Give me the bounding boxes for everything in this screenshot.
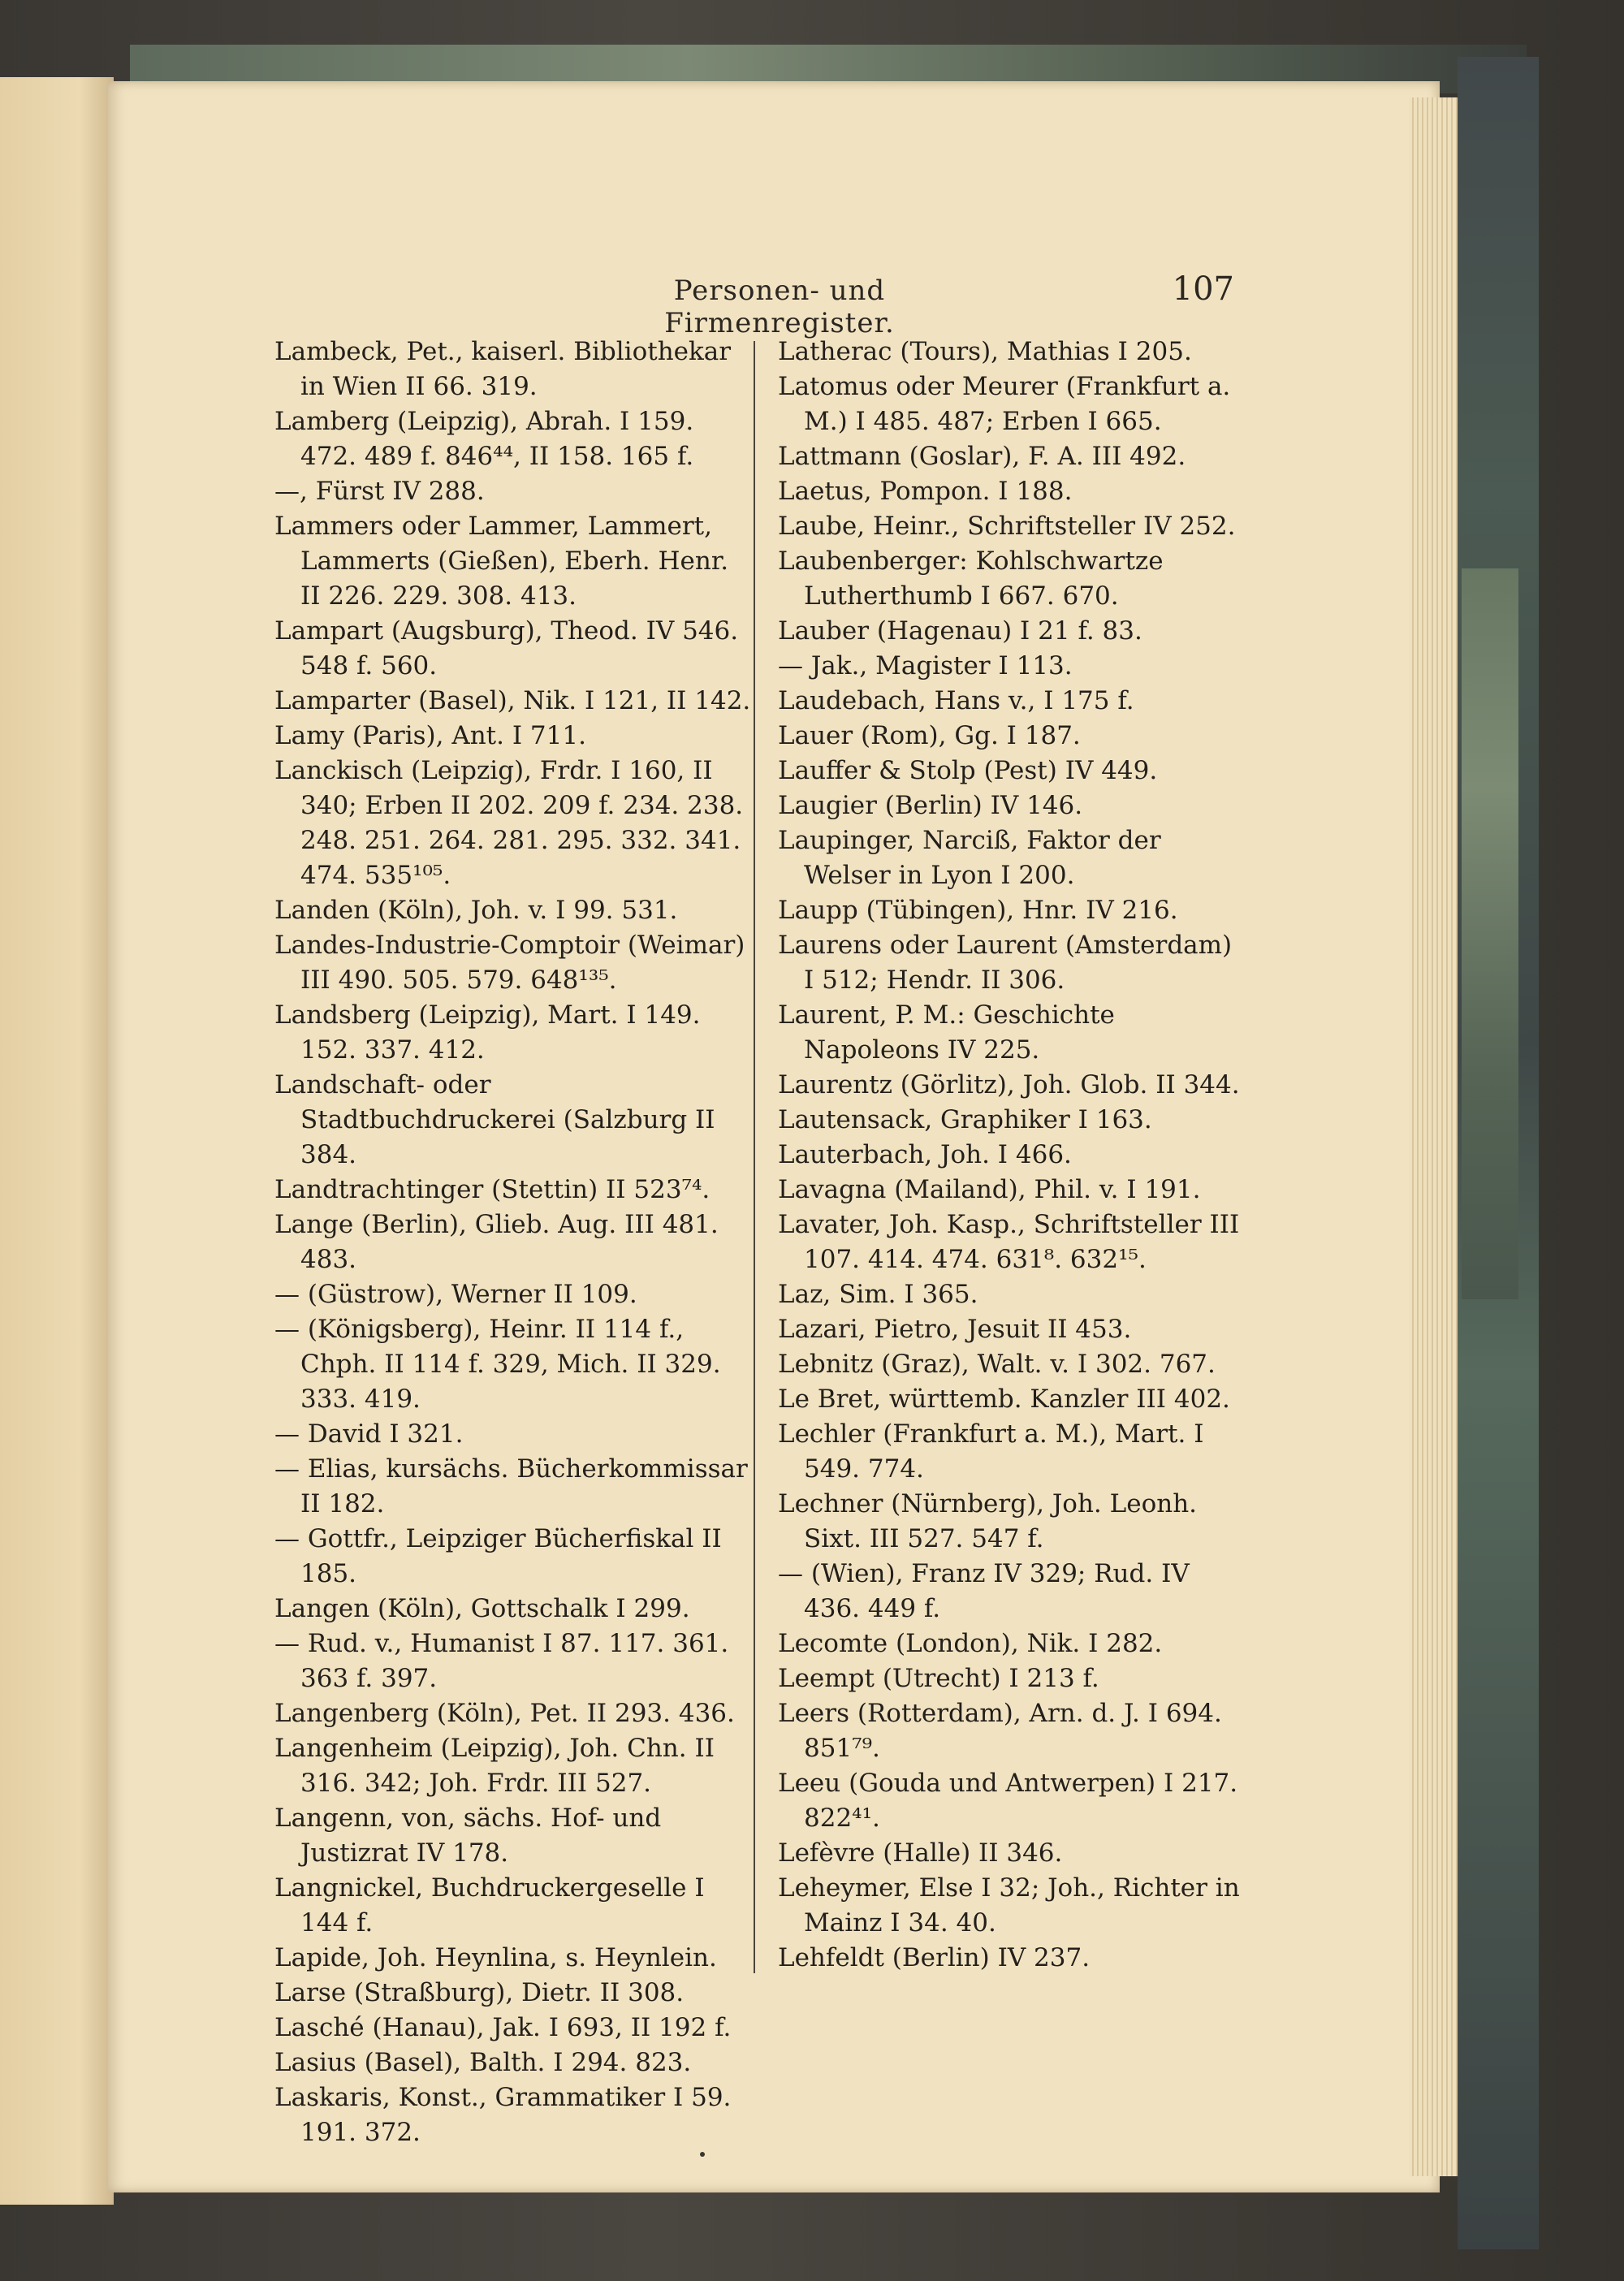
register-entry: Latomus oder Meurer (Frankfurt a. M.) I 485. 487; Erben I 665. <box>778 372 1231 436</box>
register-entry: Laube, Heinr., Schriftsteller IV 252. <box>778 512 1236 541</box>
register-entry: Landen (Köln), Joh. v. I 99. 531. <box>274 896 678 925</box>
register-entry: Laskaris, Konst., Grammatiker I 59. 191. 372. <box>274 2083 732 2147</box>
register-entry: Lavater, Joh. Kasp., Schriftsteller III 107. 414. 474. 631⁸. 632¹⁵. <box>778 1210 1240 1274</box>
register-entry: Laugier (Berlin) IV 146. <box>778 791 1083 820</box>
page-edges <box>1409 97 1458 2176</box>
register-entry: Leeu (Gouda und Antwerpen) I 217. 822⁴¹. <box>778 1769 1238 1833</box>
register-entry: Lefèvre (Halle) II 346. <box>778 1838 1063 1868</box>
register-entry: Laupinger, Narciß, Faktor der Welser in Lyon I 200. <box>778 826 1161 890</box>
register-entry: Laurentz (Görlitz), Joh. Glob. II 344. <box>778 1070 1240 1099</box>
register-entry: Landtrachtinger (Stettin) II 523⁷⁴. <box>274 1175 710 1204</box>
register-entry: Langenn, von, sächs. Hof- und Justizrat IV 178. <box>274 1804 662 1868</box>
register-entry: Lamy (Paris), Ant. I 711. <box>274 721 586 750</box>
column-divider <box>754 341 755 1973</box>
register-entry: Laetus, Pompon. I 188. <box>778 477 1073 506</box>
register-entry: Lavagna (Mailand), Phil. v. I 191. <box>778 1175 1201 1204</box>
register-entry: Langnickel, Buchdruckergeselle I 144 f. <box>274 1873 705 1938</box>
register-entry: Laubenberger: Kohlschwartze Lutherthumb I 667. 670. <box>778 546 1164 611</box>
register-entry: — (Güstrow), Werner II 109. <box>274 1280 637 1309</box>
register-entry: Langen (Köln), Gottschalk I 299. <box>274 1594 690 1623</box>
page-number: 107 <box>1172 270 1234 308</box>
register-entry: Lanckisch (Leipzig), Frdr. I 160, II 340; Erben II 202. 209 f. 234. 238. 248. 251. 264. 281. 295. 332. 341. 474. 535¹⁰⁵. <box>274 756 744 890</box>
register-entry: Landsberg (Leipzig), Mart. I 149. 152. 337. 412. <box>274 1000 701 1065</box>
register-entry: Langenheim (Leipzig), Joh. Chn. II 316. 342; Joh. Frdr. III 527. <box>274 1734 715 1798</box>
register-entry: Laupp (Tübingen), Hnr. IV 216. <box>778 896 1178 925</box>
register-entry: Lambeck, Pet., kaiserl. Bibliothekar in Wien II 66. 319. <box>274 337 732 401</box>
facing-page-edge <box>0 77 114 2205</box>
register-entry: Lange (Berlin), Glieb. Aug. III 481. 483. <box>274 1210 719 1274</box>
register-entry: — (Wien), Franz IV 329; Rud. IV 436. 449 f. <box>778 1559 1190 1623</box>
register-entry: Lecomte (London), Nik. I 282. <box>778 1629 1163 1658</box>
register-entry: Lattmann (Goslar), F. A. III 492. <box>778 442 1186 471</box>
register-entry: Latherac (Tours), Mathias I 205. <box>778 337 1192 366</box>
register-entry: Leers (Rotterdam), Arn. d. J. I 694. 851⁷⁹. <box>778 1699 1222 1763</box>
register-entry: Lazari, Pietro, Jesuit II 453. <box>778 1315 1132 1344</box>
register-entry: Le Bret, württemb. Kanzler III 402. <box>778 1385 1230 1414</box>
register-entry: —, Fürst IV 288. <box>274 477 485 506</box>
register-entry: Laudebach, Hans v., I 175 f. <box>778 686 1134 715</box>
register-entry: Laurens oder Laurent (Amsterdam) I 512; Hendr. II 306. <box>778 931 1233 995</box>
register-entry: Leempt (Utrecht) I 213 f. <box>778 1664 1099 1693</box>
register-entry: Laurent, P. M.: Geschichte Napoleons IV 225. <box>778 1000 1115 1065</box>
register-entry: Laz, Sim. I 365. <box>778 1280 978 1309</box>
register-entry: Lechner (Nürnberg), Joh. Leonh. Sixt. III 527. 547 f. <box>778 1489 1198 1553</box>
running-header: Personen- und Firmenregister. <box>664 274 895 339</box>
register-entry: Lehfeldt (Berlin) IV 237. <box>778 1943 1091 1972</box>
register-entry: Landes-Industrie-Comptoir (Weimar) III 490. 505. 579. 648¹³⁵. <box>274 931 745 995</box>
register-entry: — Elias, kursächs. Bücherkommissar II 182. <box>274 1454 748 1519</box>
register-entry: Lauffer & Stolp (Pest) IV 449. <box>778 756 1158 785</box>
register-entry: Lebnitz (Graz), Walt. v. I 302. 767. <box>778 1350 1216 1379</box>
register-entry: Lamberg (Leipzig), Abrah. I 159. 472. 489 f. 846⁴⁴, II 158. 165 f. <box>274 407 694 471</box>
register-entry: Lapide, Joh. Heynlina, s. Heynlein. <box>274 1943 717 1972</box>
register-entry: Lampart (Augsburg), Theod. IV 546. 548 f. 560. <box>274 616 739 680</box>
register-entry: Lautensack, Graphiker I 163. <box>778 1105 1152 1134</box>
register-entry: Lauterbach, Joh. I 466. <box>778 1140 1072 1169</box>
register-entry: Leheymer, Else I 32; Joh., Richter in Mainz I 34. 40. <box>778 1873 1240 1938</box>
right-column <box>778 335 1242 1976</box>
left-column <box>274 335 754 2150</box>
marbled-cover-patch <box>1462 568 1518 1299</box>
register-entry: Lasché (Hanau), Jak. I 693, II 192 f. <box>274 2013 732 2042</box>
register-entry: Lechler (Frankfurt a. M.), Mart. I 549. 774. <box>778 1419 1204 1484</box>
register-entry: Lauer (Rom), Gg. I 187. <box>778 721 1081 750</box>
register-entry: Larse (Straßburg), Dietr. II 308. <box>274 1978 685 2007</box>
register-entry: Landschaft- oder Stadtbuchdruckerei (Salzburg II 384. <box>274 1070 715 1169</box>
register-entry: Langenberg (Köln), Pet. II 293. 436. <box>274 1699 735 1728</box>
register-entry: Lauber (Hagenau) I 21 f. 83. <box>778 616 1142 646</box>
ink-speck <box>700 2152 705 2157</box>
register-entry: — Gottfr., Leipziger Bücherfiskal II 185. <box>274 1524 722 1588</box>
register-entry: — (Königsberg), Heinr. II 114 f., Chph. II 114 f. 329, Mich. II 329. 333. 419. <box>274 1315 721 1414</box>
register-entry: — Rud. v., Humanist I 87. 117. 361. 363 f. 397. <box>274 1629 729 1693</box>
register-entry: — David I 321. <box>274 1419 464 1449</box>
register-entry: Lasius (Basel), Balth. I 294. 823. <box>274 2048 692 2077</box>
register-entry: — Jak., Magister I 113. <box>778 651 1073 680</box>
register-entry: Lamparter (Basel), Nik. I 121, II 142. <box>274 686 751 715</box>
register-entry: Lammers oder Lammer, Lammert, Lammerts (Gießen), Eberh. Henr. II 226. 229. 308. 413. <box>274 512 729 611</box>
